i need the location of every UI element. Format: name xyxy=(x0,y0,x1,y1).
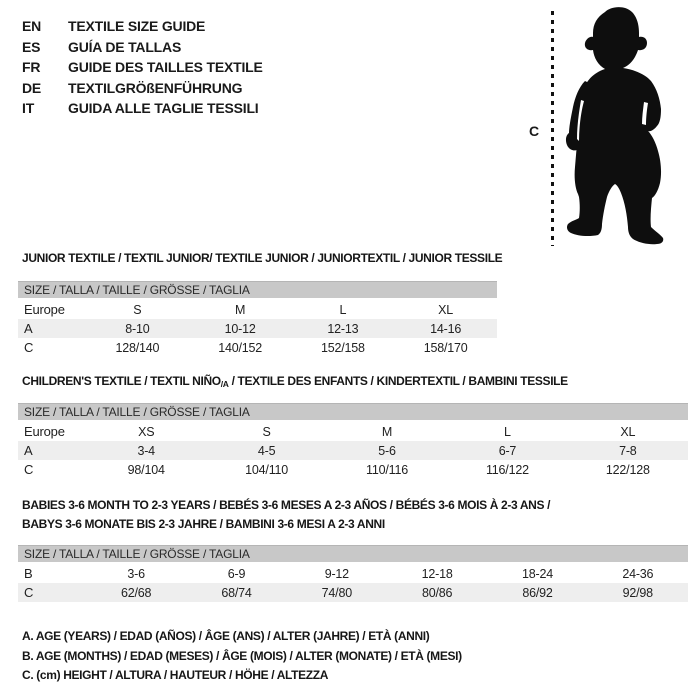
table-row-height xyxy=(18,460,688,479)
table-row-height xyxy=(18,583,688,602)
junior-table-title: JUNIOR TEXTILE / TEXTIL JUNIOR/ TEXTILE JUNIOR / JUNIORTEXTIL / JUNIOR TESSILE xyxy=(22,251,503,265)
value-cell: 10-12 xyxy=(224,321,256,336)
language-title-list xyxy=(22,16,263,119)
table-row-height xyxy=(18,338,497,357)
row-label: C xyxy=(24,585,34,600)
size-cell: S xyxy=(133,302,142,317)
value-cell: 122/128 xyxy=(605,462,650,477)
value-cell: 104/110 xyxy=(245,462,289,477)
size-cell: M xyxy=(381,424,393,439)
value-cell: 7-8 xyxy=(619,443,637,458)
language-row-it xyxy=(22,98,263,119)
footnote-a: A. AGE (YEARS) / EDAD (AÑOS) / ÂGE (ANS) / ALTER (JAHRE) / ETÀ (ANNI) xyxy=(22,629,430,643)
language-code: ES xyxy=(22,38,41,55)
babies-table-title-line1: BABIES 3-6 MONTH TO 2-3 YEARS / BEBÉS 3-6 MESES A 2-3 AÑOS / BÉBÉS 3-6 MOIS À 2-3 ANS / xyxy=(22,498,551,512)
language-row-en xyxy=(22,16,263,37)
footnote-legend xyxy=(22,629,462,688)
toddler-silhouette-icon xyxy=(565,5,695,246)
size-cell: XL xyxy=(620,424,636,439)
row-label: C xyxy=(24,462,34,477)
language-title: TEXTILGRÖßENFÜHRUNG xyxy=(68,79,243,96)
footnote-b: B. AGE (MONTHS) / EDAD (MESES) / ÂGE (MOIS) / ALTER (MONATE) / ETÀ (MESI) xyxy=(22,648,462,663)
size-cell: XS xyxy=(138,424,155,439)
value-cell: 110/116 xyxy=(366,462,408,477)
size-header-bar: SIZE / TALLA / TAILLE / GRÖSSE / TAGLIA xyxy=(18,545,688,562)
value-cell: 74/80 xyxy=(321,585,352,600)
size-cell: M xyxy=(235,302,246,317)
babies-table-title-line2: BABYS 3-6 MONATE BIS 2-3 JAHRE / BAMBINI 3-6 MESI A 2-3 ANNI xyxy=(22,517,385,531)
footnote-c: C. (cm) HEIGHT / ALTURA / HAUTEUR / HÖHE / ALTEZZA xyxy=(22,668,329,682)
subscript-text: /A xyxy=(220,379,229,389)
value-cell: 6-9 xyxy=(227,566,246,581)
table-row-sizes xyxy=(18,422,688,441)
value-cell: 5-6 xyxy=(378,443,396,458)
value-cell: 12-13 xyxy=(327,321,359,336)
children-size-table xyxy=(18,403,688,479)
value-cell: 8-10 xyxy=(125,321,150,336)
table-row-age xyxy=(18,319,497,338)
size-header-bar: SIZE / TALLA / TAILLE / GRÖSSE / TAGLIA xyxy=(18,281,497,298)
language-code: IT xyxy=(22,100,35,117)
language-title: TEXTILE SIZE GUIDE xyxy=(68,18,206,35)
value-cell: 3-4 xyxy=(137,443,155,458)
row-label: B xyxy=(24,566,33,581)
value-cell: 92/98 xyxy=(622,585,653,600)
height-measure-dashed-line xyxy=(551,11,554,246)
language-row-es xyxy=(22,37,263,58)
language-row-fr xyxy=(22,57,263,78)
value-cell: 14-16 xyxy=(430,321,462,336)
value-cell: 152/158 xyxy=(320,340,365,355)
table-row-sizes xyxy=(18,300,497,319)
size-header-bar: SIZE / TALLA / TAILLE / GRÖSSE / TAGLIA xyxy=(18,403,688,420)
row-label: Europe xyxy=(24,302,65,317)
size-cell: L xyxy=(504,424,511,439)
value-cell: 62/68 xyxy=(121,585,152,600)
value-cell: 158/170 xyxy=(423,340,468,355)
value-cell: 68/74 xyxy=(221,585,252,600)
language-title: GUIDE DES TAILLES TEXTILE xyxy=(68,59,263,76)
value-cell: 6-7 xyxy=(498,443,517,458)
value-cell: 18-24 xyxy=(521,566,553,581)
children-table-title: CHILDREN'S TEXTILE / TEXTIL $NIÑO_{/A}$ / TEXTILE DES ENFANTS / KINDERTEXTIL / BAMBINI TESSILE xyxy=(22,374,568,389)
size-cell: XL xyxy=(438,302,454,317)
value-cell: 140/152 xyxy=(218,340,263,355)
junior-size-table xyxy=(18,281,497,357)
value-cell: 116/122 xyxy=(485,462,529,477)
value-cell: 80/86 xyxy=(422,585,453,600)
language-code: DE xyxy=(22,79,42,96)
row-label: A xyxy=(24,443,33,458)
language-title: GUÍA DE TALLAS xyxy=(68,38,182,55)
value-cell: 4-5 xyxy=(257,443,276,458)
table-row-months xyxy=(18,564,688,583)
language-code: FR xyxy=(22,59,41,76)
row-label: A xyxy=(24,321,33,336)
size-cell: L xyxy=(339,302,347,317)
row-label: C xyxy=(24,340,34,355)
value-cell: 24-36 xyxy=(622,566,654,581)
babies-size-table xyxy=(18,545,688,602)
value-cell: 9-12 xyxy=(324,566,349,581)
language-title: GUIDA ALLE TAGLIE TESSILI xyxy=(68,100,259,117)
value-cell: 86/92 xyxy=(522,585,553,600)
language-row-de xyxy=(22,78,263,99)
row-label: Europe xyxy=(24,424,65,439)
value-cell: 98/104 xyxy=(127,462,165,477)
height-measure-label: C xyxy=(529,123,540,139)
value-cell: 12-18 xyxy=(421,566,453,581)
value-cell: 3-6 xyxy=(127,566,145,581)
language-code: EN xyxy=(22,18,42,35)
size-cell: S xyxy=(262,424,271,439)
value-cell: 128/140 xyxy=(115,340,160,355)
table-row-age xyxy=(18,441,688,460)
